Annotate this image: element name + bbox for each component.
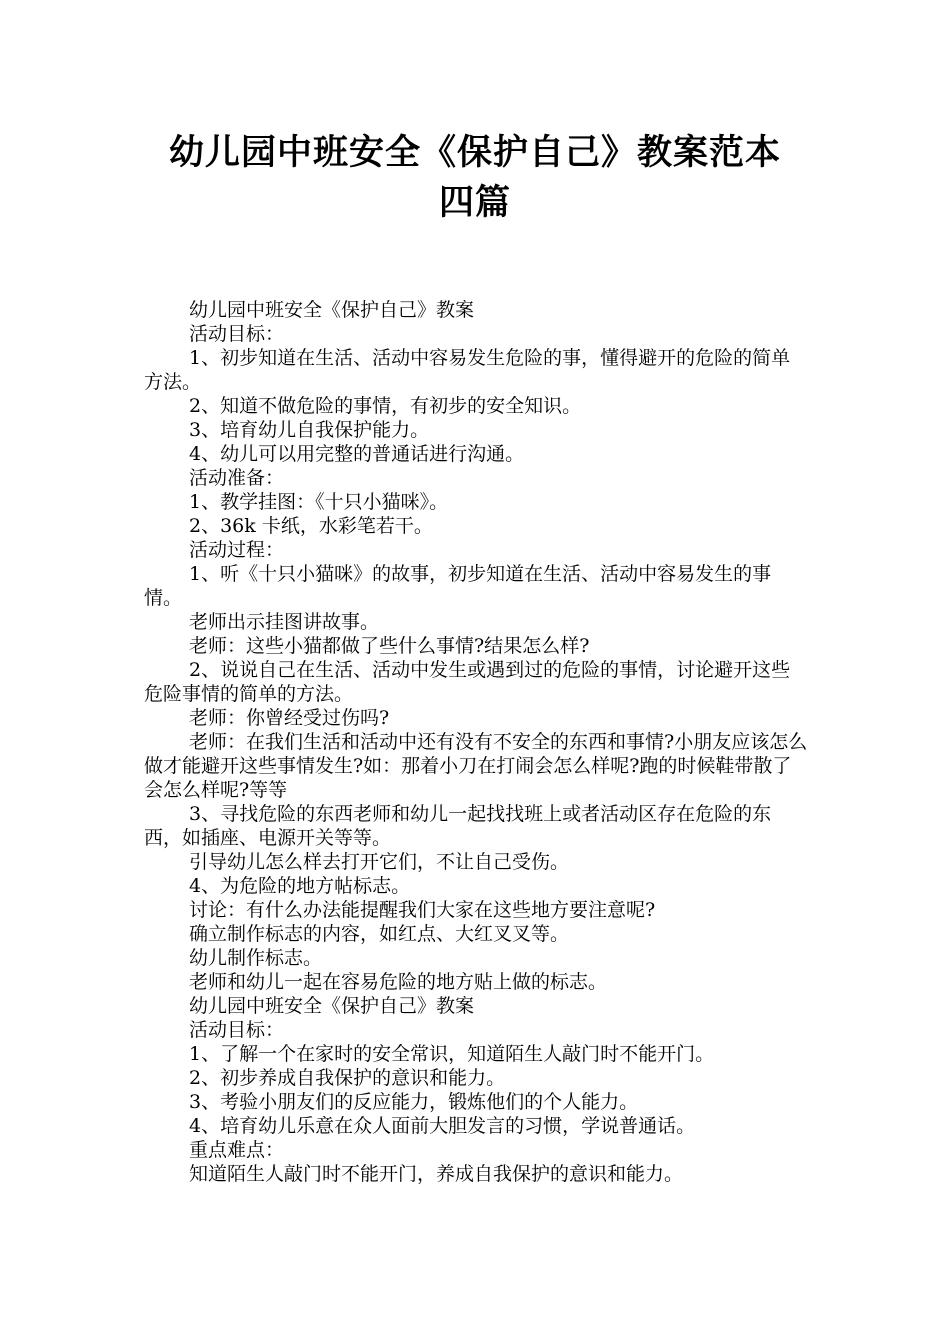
subheading-preparation: 活动准备：: [189, 467, 285, 489]
paragraph: 4、幼儿可以用完整的普通话进行沟通。: [189, 443, 525, 465]
subheading-goals: 活动目标：: [189, 323, 285, 345]
paragraph: 知道陌生人敲门时不能开门，养成自我保护的意识和能力。: [189, 1163, 684, 1185]
paragraph: 老师：这些小猫都做了些什么事情?结果怎么样?: [189, 635, 590, 657]
paragraph: 老师出示挂图讲故事。: [189, 611, 380, 633]
subheading-goals: 活动目标：: [189, 1019, 285, 1041]
section-heading: 幼儿园中班安全《保护自己》教案: [189, 995, 475, 1017]
paragraph: 2、初步养成自我保护的意识和能力。: [189, 1067, 506, 1089]
paragraph: 1、了解一个在家时的安全常识，知道陌生人敲门时不能开门。: [189, 1043, 715, 1065]
paragraph: 讨论：有什么办法能提醒我们大家在这些地方要注意呢?: [189, 899, 656, 921]
paragraph: 1、教学挂图：《十只小猫咪》。: [189, 491, 449, 513]
paragraph: 3、培育幼儿自我保护能力。: [189, 419, 430, 441]
subheading-key-points: 重点难点：: [189, 1139, 285, 1161]
paragraph: 2、36k 卡纸，水彩笔若干。: [189, 515, 433, 537]
paragraph: 4、为危险的地方帖标志。: [189, 875, 411, 897]
paragraph: 老师：你曾经受过伤吗?: [189, 707, 390, 729]
paragraph: 确立制作标志的内容，如红点、大红叉叉等。: [189, 923, 570, 945]
paragraph: 老师：在我们生活和活动中还有没有不安全的东西和事情?小朋友应该怎么做才能避开这些事情发生?如：那着小刀在打闹会怎么样呢?跑的时候鞋带散了会怎么样呢?等等: [144, 731, 808, 801]
paragraph: 引导幼儿怎么样去打开它们，不让自己受伤。: [189, 851, 570, 873]
paragraph: 2、知道不做危险的事情，有初步的安全知识。: [189, 395, 582, 417]
paragraph: 4、培育幼儿乐意在众人面前大胆发言的习惯，学说普通话。: [189, 1115, 696, 1137]
paragraph: 1、初步知道在生活、活动中容易发生危险的事，懂得避开的危险的简单方法。: [144, 347, 791, 393]
document-body: [144, 298, 808, 1186]
subheading-process: 活动过程：: [189, 539, 285, 561]
document-title: [120, 128, 830, 228]
paragraph: 3、寻找危险的东西老师和幼儿一起找找班上或者活动区存在危险的东西，如插座、电源开关等等。: [144, 803, 772, 849]
document-title-line-2: 四篇: [438, 183, 511, 223]
paragraph: 幼儿制作标志。: [189, 947, 323, 969]
section-heading: 幼儿园中班安全《保护自己》教案: [189, 299, 475, 321]
paragraph: 3、考验小朋友们的反应能力，锻炼他们的个人能力。: [189, 1091, 639, 1113]
document-title-line-1: 幼儿园中班安全《保护自己》教案范本: [168, 133, 781, 173]
paragraph: 老师和幼儿一起在容易危险的地方贴上做的标志。: [189, 971, 608, 993]
paragraph: 1、听《十只小猫咪》的故事，初步知道在生活、活动中容易发生的事情。: [144, 563, 772, 609]
paragraph: 2、说说自己在生活、活动中发生或遇到过的危险的事情，讨论避开这些危险事情的简单的方法。: [144, 659, 791, 705]
